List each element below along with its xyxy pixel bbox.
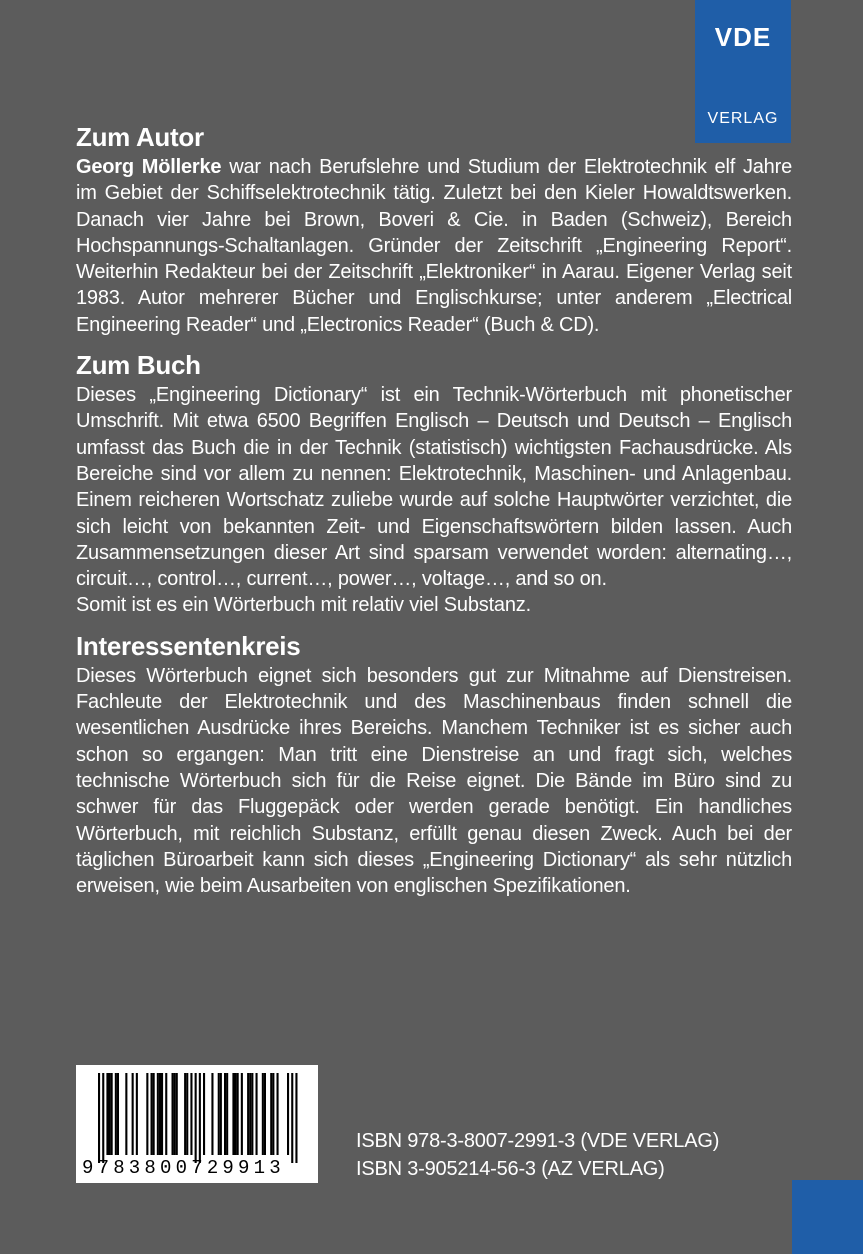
barcode-bar: [232, 1073, 234, 1155]
back-cover-text: [76, 120, 792, 909]
barcode-bar: [190, 1073, 192, 1155]
barcode-bar: [117, 1073, 119, 1155]
barcode-bar: [247, 1073, 249, 1155]
barcode-bar: [115, 1073, 117, 1155]
audience-paragraph: Dieses Wörterbuch eignet sich besonders gut zur Mitnahme auf Dienstreisen. Fachleute der Elektrotechnik und des Maschinenbaus finden schnell die wesentlichen Ausdrücke ihres Bereichs. Manchem Techniker ist es sicher auch schon so ergangen: Man tritt eine Dienstreise an und fragt sich, welches technische Wörterbuch sich für die Reise eignet. Die Bände im Büro sind zu schwer für das Fluggepäck oder werden gerade benötigt. Ein handliches Wörterbuch, mit reichlich Substanz, erfüllt genau diesen Zweck. Auch bei der täglichen Büroarbeit kann sich dieses „Engineering Dictionary“ als sehr nützlich erweisen, wie beim Ausarbeiten von englischen Spezifikationen.: [76, 664, 792, 898]
barcode-bar: [220, 1073, 222, 1155]
section-heading-author: Zum Autor: [76, 122, 204, 152]
barcode-bar: [249, 1073, 251, 1155]
book-paragraph: Dieses „Engineering Dictionary“ ist ein Technik-Wörterbuch mit phonetischer Umschrift. Mit etwa 6500 Begriffen Englisch – Deutsch und Deutsch – Englisch umfasst das Buch die in der Technik (statistisch) wichtigsten Fachausdrücke. Als Bereiche sind vor allem zu nennen: Elektrotechnik, Maschinen- und Anlagenbau. Einem reicheren Wortschatz zuliebe wurde auf solche Hauptwörter verzichtet, die sich leicht von bekannten Zeit- und Eigenschaftswörtern bilden lassen. Auch Zusammensetzungen dieser Art sind sparsam verwendet worden: alternating…, circuit…, control…, current…, power…, voltage…, and so on.: [76, 384, 792, 591]
barcode-bar: [106, 1073, 108, 1155]
isbn-vde: ISBN 978-3-8007-2991-3 (VDE VERLAG): [356, 1130, 720, 1152]
corner-block: [792, 1180, 863, 1254]
barcode-bar: [125, 1073, 127, 1155]
section-audience: [76, 629, 792, 900]
barcode-bar: [226, 1073, 228, 1155]
barcode-bar: [132, 1073, 134, 1155]
section-author: [76, 120, 792, 338]
author-paragraph: [76, 154, 792, 338]
section-heading-book: Zum Buch: [76, 350, 201, 381]
isbn-az: ISBN 3-905214-56-3 (AZ VERLAG): [356, 1158, 665, 1180]
barcode-bar: [237, 1073, 239, 1155]
barcode-bar: [172, 1073, 174, 1155]
barcode-bar: [203, 1073, 205, 1155]
barcode-bar: [272, 1073, 274, 1155]
barcode-bar: [102, 1073, 104, 1163]
barcode-bar: [295, 1073, 297, 1163]
barcode-bar: [291, 1073, 293, 1163]
barcode-bar: [251, 1073, 253, 1155]
book-paragraph-2: Somit ist es ein Wörterbuch mit relativ viel Substanz.: [76, 594, 531, 617]
barcode-digits: 9783800729913: [82, 1157, 285, 1179]
barcode-bar: [153, 1073, 155, 1155]
barcode-bar: [195, 1073, 197, 1163]
barcode-bar: [270, 1073, 272, 1155]
barcode-bar: [211, 1073, 213, 1155]
barcode-bar: [184, 1073, 186, 1155]
barcode-bar: [224, 1073, 226, 1155]
logo-main-text: VDE: [714, 22, 772, 52]
barcode-bar: [174, 1073, 176, 1155]
barcode-bar: [161, 1073, 163, 1155]
author-bio: war nach Berufslehre und Studium der Elektrotechnik elf Jahre im Gebiet der Schiffselektrotechnik tätig. Zuletzt bei den Kieler Howaldtswerken. Danach vier Jahre bei Brown, Boveri & Cie. in Baden (Schweiz), Bereich Hochspannungs-Schaltanlagen. Gründer der Zeitschrift „Engineering Report“. Weiterhin Redakteur bei der Zeitschrift „Elektroniker“ in Aarau. Eigener Verlag seit 1983. Autor mehrerer Bücher und Englischkurse; unter anderem „Electrical Engineering Reader“ und „Electronics Reader“ (Buch & CD).: [76, 156, 792, 336]
section-book: [76, 348, 792, 619]
barcode: [76, 1065, 318, 1183]
section-heading-audience: Interessentenkreis: [76, 630, 301, 661]
logo-sub-text: VERLAG: [707, 110, 779, 127]
barcode-bar: [151, 1073, 153, 1155]
author-name: Georg Möllerke: [76, 156, 222, 178]
barcode-bar: [241, 1073, 243, 1155]
barcode-bar: [262, 1073, 264, 1155]
barcode-bar: [136, 1073, 138, 1155]
barcode-bar: [159, 1073, 161, 1155]
barcode-bar: [199, 1073, 201, 1163]
barcode-bar: [111, 1073, 113, 1155]
barcode-bar: [98, 1073, 100, 1163]
barcode-bar: [109, 1073, 111, 1155]
barcode-bar: [287, 1073, 289, 1155]
barcode-bar: [277, 1073, 279, 1155]
barcode-bar: [146, 1073, 148, 1155]
barcode-bar: [235, 1073, 237, 1155]
barcode-bar: [186, 1073, 188, 1155]
barcode-bar: [256, 1073, 258, 1155]
barcode-bar: [176, 1073, 178, 1155]
barcode-bar: [157, 1073, 159, 1155]
barcode-bar: [165, 1073, 167, 1155]
barcode-bar: [218, 1073, 220, 1155]
barcode-bar: [264, 1073, 266, 1155]
